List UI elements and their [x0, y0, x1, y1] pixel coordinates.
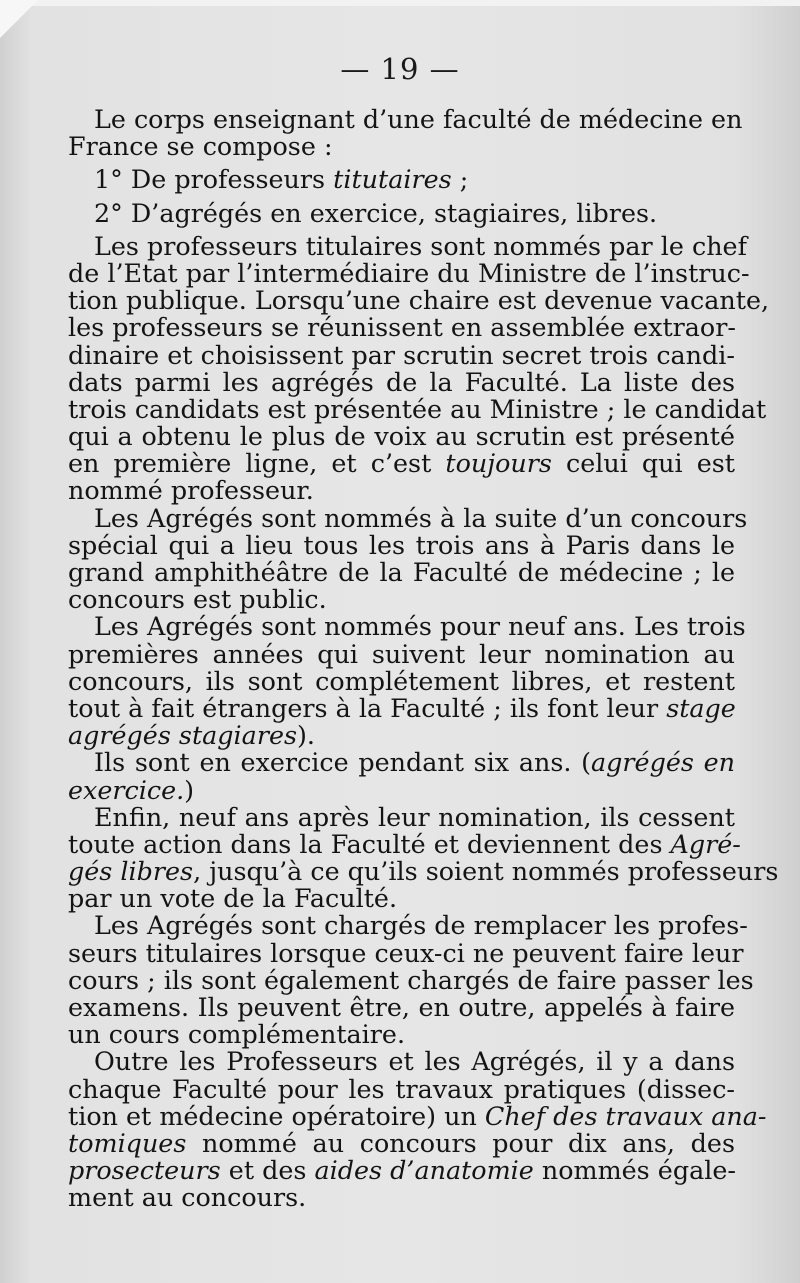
text-line: exercice.) — [68, 774, 195, 805]
text-line: cours ; ils sont également chargés de faire passer les — [68, 964, 754, 995]
text-line: qui a obtenu le plus de voix au scrutin est présenté — [68, 421, 735, 452]
text-line: concours, ils sont complétement libres, et restent — [68, 665, 735, 696]
text-line: Les professeurs titulaires sont nommés par le chef — [94, 230, 747, 261]
text-line: Ils sont en exercice pendant six ans. (agrégés en — [94, 747, 735, 778]
text-line: nommé professeur. — [68, 475, 314, 506]
text-line: Les Agrégés sont nommés pour neuf ans. Les trois — [94, 611, 746, 642]
text-line: en première ligne, et c’est toujours celui qui est — [68, 448, 735, 479]
text-line: les professeurs se réunissent en assemblée extraor- — [68, 312, 736, 343]
page-top-edge — [0, 0, 800, 6]
text-line: de l’Etat par l’intermédiaire du Ministre de l’instruc- — [68, 257, 750, 288]
text-line: tion et médecine opératoire) un Chef des travaux ana- — [68, 1100, 767, 1131]
text-line: prosecteurs et des aides d’anatomie nommés égale- — [68, 1155, 736, 1186]
text-line: France se compose : — [68, 131, 333, 162]
text-line: premières années qui suivent leur nomination au — [68, 638, 735, 669]
text-line: spécial qui a lieu tous les trois ans à Paris dans le — [68, 529, 735, 560]
text-line: par un vote de la Faculté. — [68, 883, 398, 914]
text-line: tion publique. Lorsqu’une chaire est devenue vacante, — [68, 285, 770, 316]
list-item: 1° De professeurs titutaires ; — [94, 164, 469, 195]
folded-corner — [0, 0, 38, 38]
text-line: agrégés stagiares). — [68, 720, 315, 751]
text-line: seurs titulaires lorsque ceux-ci ne peuvent faire leur — [68, 937, 744, 968]
text-line: dats parmi les agrégés de la Faculté. La liste des — [68, 366, 735, 397]
text-line: ment au concours. — [68, 1182, 307, 1213]
text-line: examens. Ils peuvent être, en outre, appelés à faire — [68, 992, 735, 1022]
text-line: Enfin, neuf ans après leur nomination, ils cessent — [94, 801, 735, 832]
text-line: trois candidats est présentée au Ministre ; le candidat — [68, 393, 767, 424]
text-line: chaque Faculté pour les travaux pratiques (dissec- — [68, 1073, 735, 1104]
text-line: dinaire et choisissent par scrutin secret trois candi- — [68, 339, 735, 370]
text-line: tout à fait étrangers à la Faculté ; ils font leur stage — [68, 692, 736, 723]
text-line: Les Agrégés sont nommés à la suite d’un concours — [94, 502, 748, 533]
text-line: toute action dans la Faculté et deviennent des Agré- — [68, 828, 741, 859]
text-line: grand amphithéâtre de la Faculté de médecine ; le — [68, 557, 735, 587]
page-number: — 19 — — [340, 52, 460, 86]
text-line: tomiques nommé au concours pour dix ans, des — [68, 1127, 735, 1158]
list-item: 2° D’agrégés en exercice, stagiaires, libres. — [94, 197, 658, 228]
body-text — [68, 104, 779, 1213]
text-line: Le corps enseignant d’une faculté de médecine en — [94, 104, 743, 134]
text-line: Outre les Professeurs et les Agrégés, il y a dans — [94, 1046, 735, 1077]
text-line: un cours complémentaire. — [68, 1019, 406, 1050]
text-line: gés libres, jusqu’à ce qu’ils soient nommés professeurs — [68, 856, 779, 887]
text-line: Les Agrégés sont chargés de remplacer les profes- — [94, 910, 748, 941]
text-line: concours est public. — [68, 584, 327, 615]
